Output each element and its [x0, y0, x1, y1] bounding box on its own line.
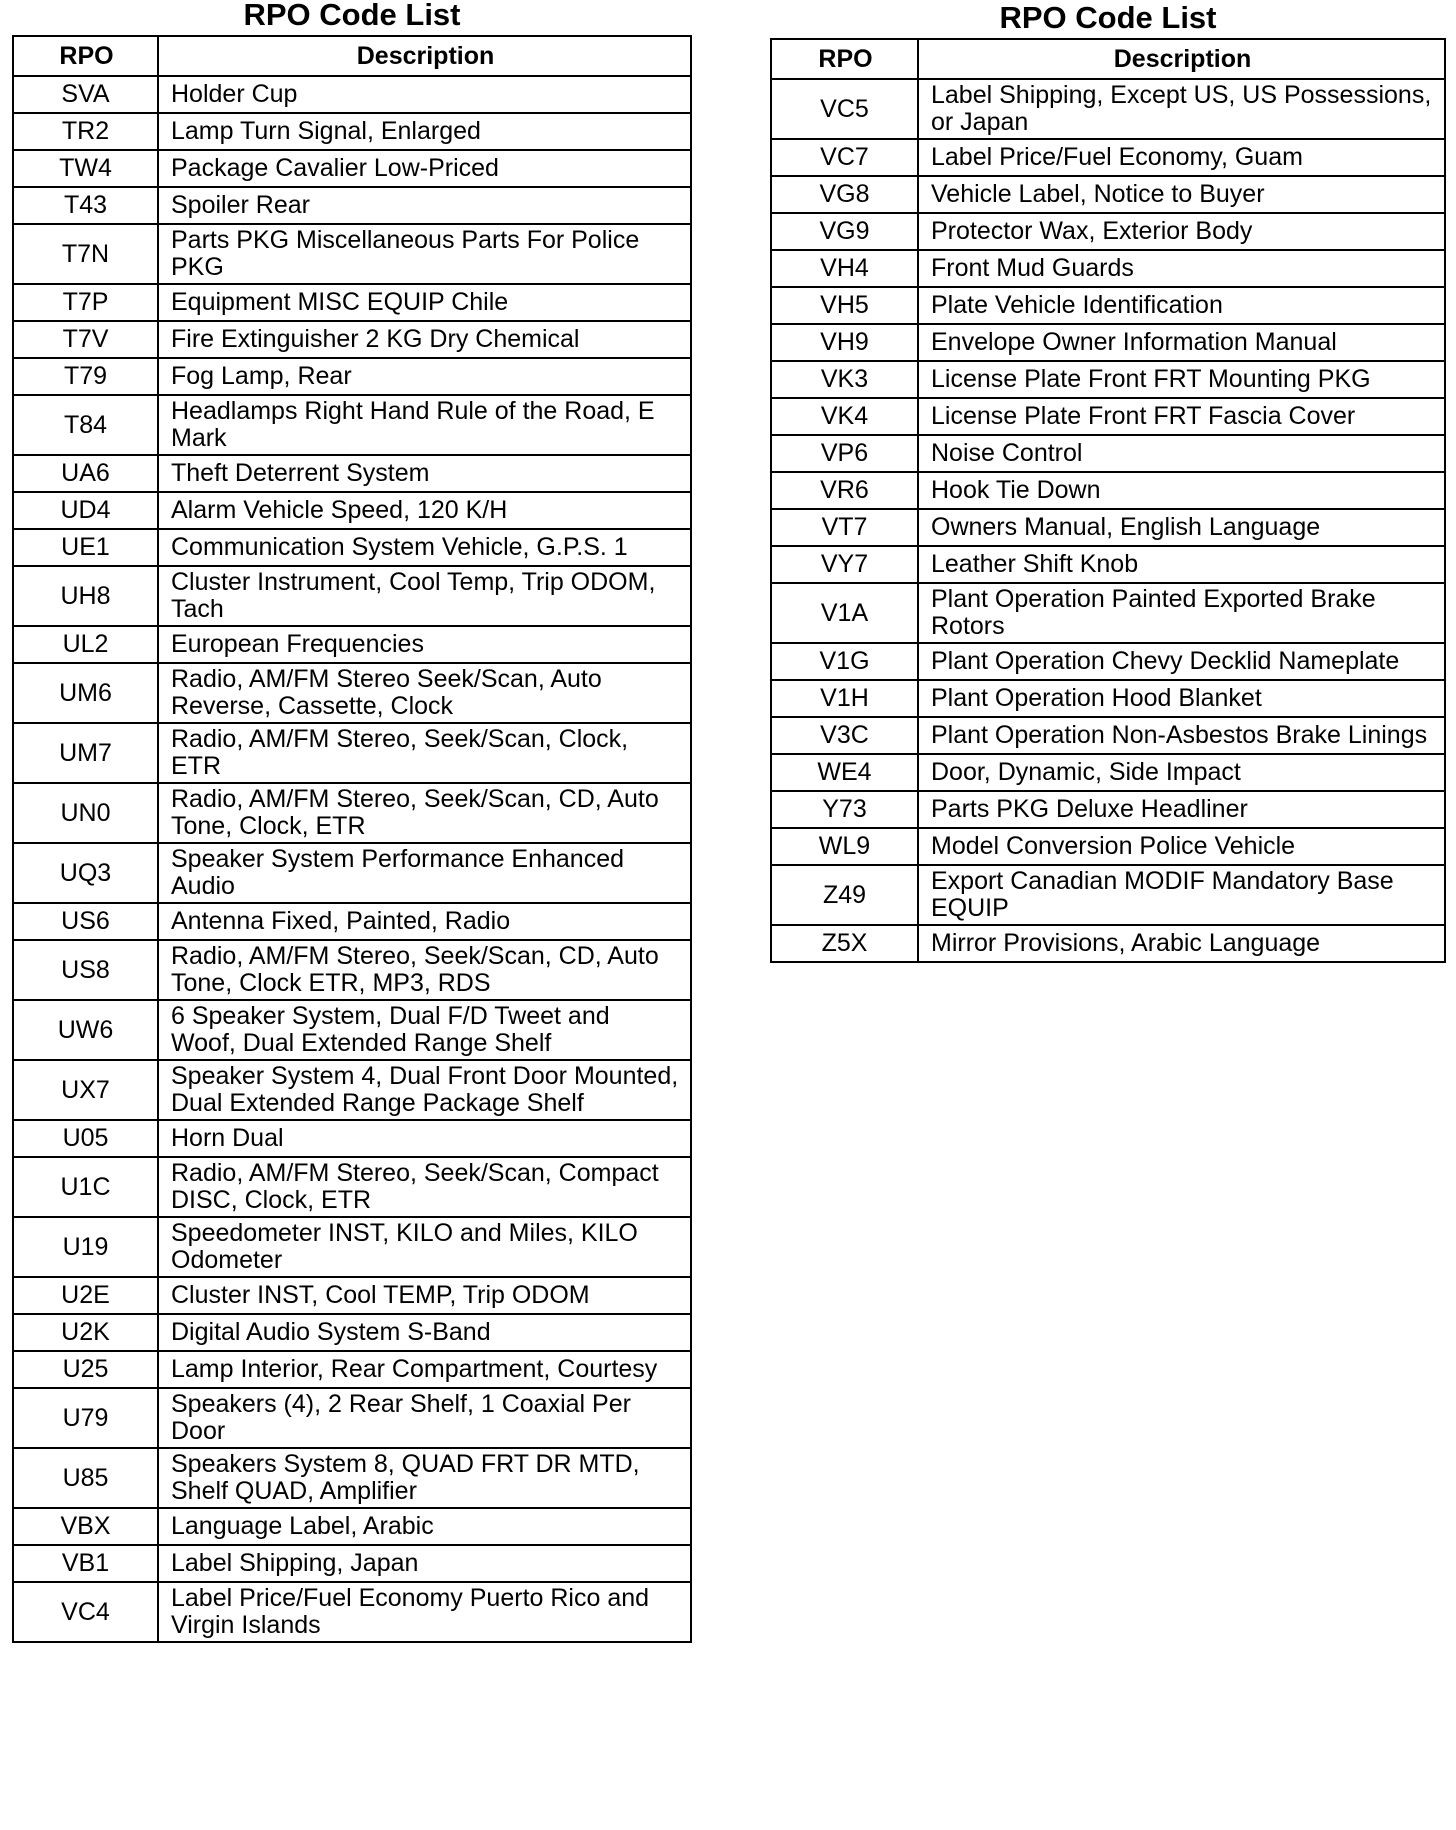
rpo-code-cell: US6 [13, 903, 158, 940]
description-cell: Plant Operation Non-Asbestos Brake Linings [918, 717, 1445, 754]
description-cell: Horn Dual [158, 1120, 691, 1157]
table-row [771, 139, 1445, 176]
table-header-row [771, 39, 1445, 79]
description-cell: Radio, AM/FM Stereo, Seek/Scan, CD, Auto Tone, Clock ETR, MP3, RDS [158, 940, 691, 1000]
table-row [771, 213, 1445, 250]
rpo-code-cell: V1A [771, 583, 918, 643]
rpo-code-cell: T7P [13, 284, 158, 321]
rpo-code-cell: UM7 [13, 723, 158, 783]
table-row [13, 1448, 691, 1508]
description-cell: Label Price/Fuel Economy, Guam [918, 139, 1445, 176]
rpo-code-cell: UN0 [13, 783, 158, 843]
description-cell: Plant Operation Chevy Decklid Nameplate [918, 643, 1445, 680]
description-column-header: Description [918, 39, 1445, 79]
rpo-code-cell: U79 [13, 1388, 158, 1448]
description-cell: Leather Shift Knob [918, 546, 1445, 583]
table-row [13, 1157, 691, 1217]
table-row [771, 925, 1445, 962]
table-row [13, 1060, 691, 1120]
description-cell: Owners Manual, English Language [918, 509, 1445, 546]
description-cell: European Frequencies [158, 626, 691, 663]
rpo-code-cell: VG9 [771, 213, 918, 250]
table-row [13, 626, 691, 663]
table-row [13, 76, 691, 113]
table-row [13, 723, 691, 783]
rpo-code-cell: U1C [13, 1157, 158, 1217]
table-row [771, 79, 1445, 139]
rpo-code-cell: Y73 [771, 791, 918, 828]
rpo-code-cell: UE1 [13, 529, 158, 566]
description-cell: Plant Operation Hood Blanket [918, 680, 1445, 717]
description-cell: Protector Wax, Exterior Body [918, 213, 1445, 250]
description-cell: Alarm Vehicle Speed, 120 K/H [158, 492, 691, 529]
table-row [13, 1545, 691, 1582]
table-row [771, 509, 1445, 546]
description-cell: License Plate Front FRT Mounting PKG [918, 361, 1445, 398]
description-cell: Speakers System 8, QUAD FRT DR MTD, Shelf QUAD, Amplifier [158, 1448, 691, 1508]
rpo-code-cell: V1G [771, 643, 918, 680]
rpo-code-cell: US8 [13, 940, 158, 1000]
description-cell: Mirror Provisions, Arabic Language [918, 925, 1445, 962]
table-row [13, 395, 691, 455]
table-row [13, 1388, 691, 1448]
rpo-code-cell: U05 [13, 1120, 158, 1157]
table-row [13, 783, 691, 843]
description-cell: Hook Tie Down [918, 472, 1445, 509]
description-cell: Label Price/Fuel Economy Puerto Rico and Virgin Islands [158, 1582, 691, 1642]
table-row [771, 250, 1445, 287]
table-row [771, 435, 1445, 472]
description-cell: Package Cavalier Low-Priced [158, 150, 691, 187]
table-row [771, 643, 1445, 680]
table-row [13, 455, 691, 492]
rpo-code-cell: VR6 [771, 472, 918, 509]
table-row [13, 1000, 691, 1060]
table-row [13, 1582, 691, 1642]
rpo-code-cell: VK4 [771, 398, 918, 435]
table-row [13, 663, 691, 723]
rpo-code-cell: V1H [771, 680, 918, 717]
rpo-code-cell: WL9 [771, 828, 918, 865]
rpo-column-header: RPO [771, 39, 918, 79]
rpo-code-cell: UW6 [13, 1000, 158, 1060]
table-row [771, 754, 1445, 791]
rpo-code-cell: VH4 [771, 250, 918, 287]
description-cell: Vehicle Label, Notice to Buyer [918, 176, 1445, 213]
table-row [13, 529, 691, 566]
table-row [771, 287, 1445, 324]
description-column-header: Description [158, 36, 691, 76]
rpo-code-cell: U19 [13, 1217, 158, 1277]
rpo-code-cell: U2E [13, 1277, 158, 1314]
rpo-code-cell: Z5X [771, 925, 918, 962]
description-cell: Holder Cup [158, 76, 691, 113]
rpo-code-cell: VP6 [771, 435, 918, 472]
rpo-code-cell: WE4 [771, 754, 918, 791]
rpo-code-cell: UM6 [13, 663, 158, 723]
description-cell: Antenna Fixed, Painted, Radio [158, 903, 691, 940]
description-cell: License Plate Front FRT Fascia Cover [918, 398, 1445, 435]
table-row [13, 1351, 691, 1388]
table-row [13, 150, 691, 187]
table-row [13, 1217, 691, 1277]
table-row [13, 566, 691, 626]
rpo-code-cell: UA6 [13, 455, 158, 492]
table-row [771, 398, 1445, 435]
description-cell: Lamp Interior, Rear Compartment, Courtesy [158, 1351, 691, 1388]
rpo-code-cell: T79 [13, 358, 158, 395]
table-row [771, 361, 1445, 398]
table-row [13, 284, 691, 321]
table-row [771, 865, 1445, 925]
description-cell: Spoiler Rear [158, 187, 691, 224]
description-cell: Front Mud Guards [918, 250, 1445, 287]
description-cell: Lamp Turn Signal, Enlarged [158, 113, 691, 150]
rpo-code-cell: TW4 [13, 150, 158, 187]
rpo-code-cell: T7V [13, 321, 158, 358]
description-cell: Speedometer INST, KILO and Miles, KILO Odometer [158, 1217, 691, 1277]
table-header-row [13, 36, 691, 76]
description-cell: Envelope Owner Information Manual [918, 324, 1445, 361]
description-cell: Speaker System 4, Dual Front Door Mounted, Dual Extended Range Package Shelf [158, 1060, 691, 1120]
description-cell: Parts PKG Deluxe Headliner [918, 791, 1445, 828]
description-cell: Communication System Vehicle, G.P.S. 1 [158, 529, 691, 566]
rpo-code-cell: V3C [771, 717, 918, 754]
description-cell: Radio, AM/FM Stereo, Seek/Scan, Clock, ETR [158, 723, 691, 783]
table-row [13, 940, 691, 1000]
description-cell: Equipment MISC EQUIP Chile [158, 284, 691, 321]
page-title: RPO Code List [243, 0, 461, 32]
rpo-code-cell: U25 [13, 1351, 158, 1388]
rpo-code-cell: TR2 [13, 113, 158, 150]
rpo-code-cell: VT7 [771, 509, 918, 546]
description-cell: Digital Audio System S-Band [158, 1314, 691, 1351]
description-cell: Plant Operation Painted Exported Brake Rotors [918, 583, 1445, 643]
rpo-code-cell: VC7 [771, 139, 918, 176]
rpo-code-cell: UH8 [13, 566, 158, 626]
rpo-code-cell: VH5 [771, 287, 918, 324]
description-cell: Label Shipping, Except US, US Possessions, or Japan [918, 79, 1445, 139]
description-cell: Cluster INST, Cool TEMP, Trip ODOM [158, 1277, 691, 1314]
description-cell: Headlamps Right Hand Rule of the Road, E Mark [158, 395, 691, 455]
table-row [13, 1314, 691, 1351]
rpo-list-right [770, 0, 1446, 963]
table-row [13, 113, 691, 150]
table-row [13, 1120, 691, 1157]
rpo-code-cell: UL2 [13, 626, 158, 663]
table-row [13, 187, 691, 224]
table-row [13, 321, 691, 358]
rpo-code-cell: UX7 [13, 1060, 158, 1120]
rpo-list-left [12, 0, 692, 1643]
rpo-code-cell: UQ3 [13, 843, 158, 903]
rpo-code-cell: T84 [13, 395, 158, 455]
rpo-code-cell: VH9 [771, 324, 918, 361]
rpo-code-cell: UD4 [13, 492, 158, 529]
description-cell: Speaker System Performance Enhanced Audio [158, 843, 691, 903]
table-row [13, 492, 691, 529]
table-row [13, 1277, 691, 1314]
rpo-code-cell: VK3 [771, 361, 918, 398]
rpo-code-cell: U2K [13, 1314, 158, 1351]
rpo-code-cell: U85 [13, 1448, 158, 1508]
description-cell: Radio, AM/FM Stereo, Seek/Scan, Compact DISC, Clock, ETR [158, 1157, 691, 1217]
table-row [13, 903, 691, 940]
rpo-code-cell: VC4 [13, 1582, 158, 1642]
rpo-code-cell: T43 [13, 187, 158, 224]
description-cell: Label Shipping, Japan [158, 1545, 691, 1582]
table-row [771, 791, 1445, 828]
rpo-code-cell: Z49 [771, 865, 918, 925]
description-cell: 6 Speaker System, Dual F/D Tweet and Woof, Dual Extended Range Shelf [158, 1000, 691, 1060]
description-cell: Speakers (4), 2 Rear Shelf, 1 Coaxial Per Door [158, 1388, 691, 1448]
rpo-code-cell: VG8 [771, 176, 918, 213]
rpo-table-body [13, 76, 691, 1642]
description-cell: Radio, AM/FM Stereo, Seek/Scan, CD, Auto Tone, Clock, ETR [158, 783, 691, 843]
rpo-code-cell: VC5 [771, 79, 918, 139]
table-row [13, 843, 691, 903]
description-cell: Radio, AM/FM Stereo Seek/Scan, Auto Reverse, Cassette, Clock [158, 663, 691, 723]
description-cell: Language Label, Arabic [158, 1508, 691, 1545]
description-cell: Fog Lamp, Rear [158, 358, 691, 395]
description-cell: Export Canadian MODIF Mandatory Base EQUIP [918, 865, 1445, 925]
rpo-code-cell: SVA [13, 76, 158, 113]
description-cell: Parts PKG Miscellaneous Parts For Police PKG [158, 224, 691, 284]
rpo-table [12, 35, 692, 1643]
table-row [771, 828, 1445, 865]
rpo-code-cell: VY7 [771, 546, 918, 583]
description-cell: Door, Dynamic, Side Impact [918, 754, 1445, 791]
rpo-table [770, 38, 1446, 963]
table-row [771, 583, 1445, 643]
table-row [771, 717, 1445, 754]
page-title: RPO Code List [999, 0, 1217, 35]
description-cell: Cluster Instrument, Cool Temp, Trip ODOM, Tach [158, 566, 691, 626]
table-row [13, 358, 691, 395]
description-cell: Model Conversion Police Vehicle [918, 828, 1445, 865]
rpo-table-body [771, 79, 1445, 962]
rpo-code-cell: VBX [13, 1508, 158, 1545]
table-row [771, 176, 1445, 213]
table-row [771, 324, 1445, 361]
description-cell: Noise Control [918, 435, 1445, 472]
table-row [771, 472, 1445, 509]
table-row [771, 680, 1445, 717]
description-cell: Fire Extinguisher 2 KG Dry Chemical [158, 321, 691, 358]
rpo-code-cell: T7N [13, 224, 158, 284]
table-row [13, 224, 691, 284]
description-cell: Theft Deterrent System [158, 455, 691, 492]
rpo-code-cell: VB1 [13, 1545, 158, 1582]
table-row [13, 1508, 691, 1545]
description-cell: Plate Vehicle Identification [918, 287, 1445, 324]
table-row [771, 546, 1445, 583]
rpo-column-header: RPO [13, 36, 158, 76]
